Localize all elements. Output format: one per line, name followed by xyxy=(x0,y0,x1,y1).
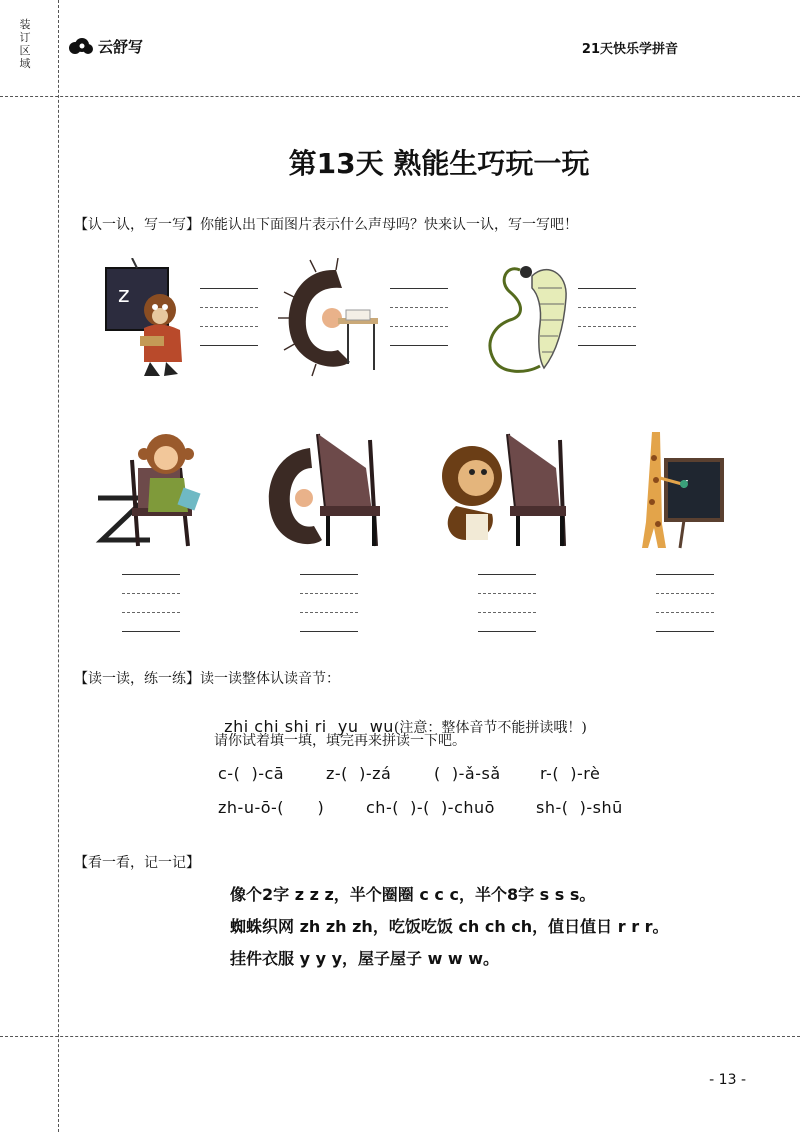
exercise-item: zh-u-ō-( ) xyxy=(218,798,325,817)
page-number: - 13 - xyxy=(709,1072,746,1088)
book-title: 21天快乐学拼音 xyxy=(581,42,678,57)
picture-hedgehog-c xyxy=(276,258,386,382)
exercise-item: ( )-ǎ-sǎ xyxy=(434,764,501,783)
footer-divider xyxy=(0,1036,800,1037)
binding-char: 装 xyxy=(19,18,31,31)
section1-heading: 【认一认，写一写】 xyxy=(74,217,200,233)
writing-lines[interactable] xyxy=(656,574,714,650)
fill-prompt: 请你试着填一填，填完再来拼读一下吧。 xyxy=(214,733,466,749)
page-title: 第13天 熟能生巧玩一玩 xyxy=(288,147,590,180)
cloud-icon xyxy=(68,38,94,56)
exercise-item: r-( )-rè xyxy=(540,764,601,783)
rhyme-line: 挂件衣服 y y y，屋子屋子 w w w。 xyxy=(230,949,500,968)
picture-lion-sh xyxy=(436,428,566,556)
picture-worm-s xyxy=(480,258,572,382)
writing-lines[interactable] xyxy=(200,288,258,364)
exercise-item: sh-( )-shū xyxy=(536,798,623,817)
brand-logo xyxy=(68,36,143,57)
syllables-note: (注意：整体音节不能拼读哦！) xyxy=(393,720,587,736)
whole-syllables: zhi chi shi ri yu wu xyxy=(224,717,394,736)
board-letter-z: z xyxy=(118,283,130,308)
writing-lines[interactable] xyxy=(122,574,180,650)
binding-char: 订 xyxy=(19,31,31,44)
picture-hedgehog-ch xyxy=(262,428,382,556)
section1-text: 你能认出下面图片表示什么声母吗？快来认一认，写一写吧！ xyxy=(200,217,578,233)
picture-bear-z xyxy=(104,258,194,382)
writing-lines[interactable] xyxy=(300,574,358,650)
section1-instruction xyxy=(74,214,578,234)
exercise-item: z-( )-zá xyxy=(326,764,392,783)
section2-heading: 【读一读，练一练】 xyxy=(74,671,200,687)
section2-intro: 读一读整体认读音节： xyxy=(200,671,340,687)
exercise-item: ch-( )-( )-chuō xyxy=(366,798,495,817)
writing-lines[interactable] xyxy=(390,288,448,364)
header-divider xyxy=(0,96,800,97)
picture-monkey-zh xyxy=(92,428,210,556)
binding-char: 区 xyxy=(19,44,31,57)
exercise-item: c-( )-cā xyxy=(218,764,285,783)
writing-lines[interactable] xyxy=(478,574,536,650)
section3-heading: 【看一看，记一记】 xyxy=(74,855,200,871)
writing-lines[interactable] xyxy=(578,288,636,364)
binding-area-label xyxy=(16,18,34,70)
brand-name: 云舒写 xyxy=(98,38,144,56)
rhyme-line: 蜘蛛织网 zh zh zh，吃饭吃饭 ch ch ch，值日值日 r r r。 xyxy=(230,917,669,936)
picture-giraffe-r xyxy=(636,428,728,556)
section2-heading-line xyxy=(74,668,340,688)
rhyme-line: 像个2字 z z z，半个圈圈 c c c，半个8字 s s s。 xyxy=(230,885,596,904)
binding-char: 域 xyxy=(19,57,31,70)
